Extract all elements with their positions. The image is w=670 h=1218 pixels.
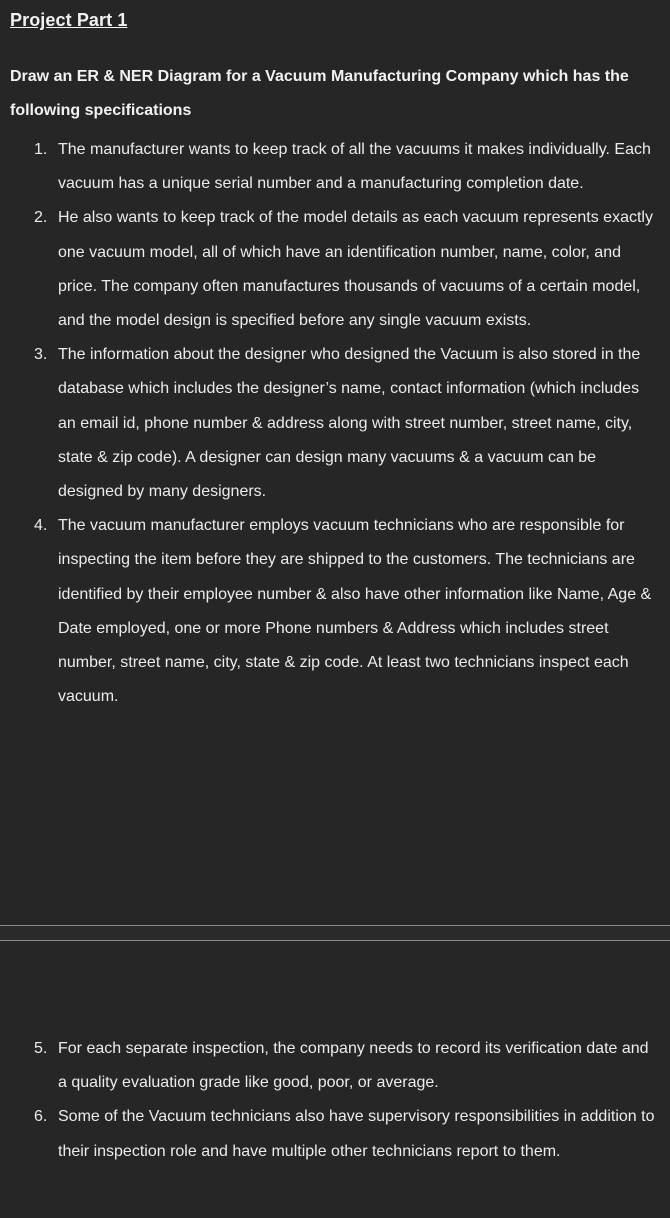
list-item-number: 1. xyxy=(34,141,48,158)
list-item-number: 5. xyxy=(34,1040,48,1057)
list-item-text: For each separate inspection, the company needs to record its verification date and a quality evaluation grade like good, poor, or average. xyxy=(58,1040,649,1092)
document-subtitle: Draw an ER & NER Diagram for a Vacuum Manufacturing Company which has the following specifications xyxy=(10,68,629,119)
list-item-text: The manufacturer wants to keep track of all the vacuums it makes individually. Each vacuum has a unique serial number and a manufacturing completion date. xyxy=(58,141,651,193)
list-item-number: 4. xyxy=(34,517,48,535)
list-item xyxy=(0,1032,670,1100)
requirements-list xyxy=(0,133,670,714)
list-item-text: He also wants to keep track of the model details as each vacuum represents exactly one vacuum model, all of which have an identification number, name, color, and price. The company often manufactures thousands of vacuums of a certain model, and the model design is specified before any single vacuum exists. xyxy=(58,209,653,330)
list-item xyxy=(0,201,670,338)
document-title: Project Part 1 xyxy=(10,10,128,30)
list-item-text: The information about the designer who designed the Vacuum is also stored in the database which includes the designer’s name, contact information (which includes an email id, phone number & address along with street number, street name, city, state & zip code). A designer can design many vacuums & a vacuum can be designed by many designers. xyxy=(58,346,641,501)
page-break-gap xyxy=(0,926,670,940)
list-item xyxy=(0,509,670,714)
list-item-number: 2. xyxy=(34,209,48,227)
requirements-list-continued xyxy=(0,1032,670,1169)
list-item xyxy=(0,338,670,509)
list-item-number: 3. xyxy=(34,346,48,364)
list-item xyxy=(0,1100,670,1168)
list-item xyxy=(0,133,670,201)
list-item-number: 6. xyxy=(34,1108,48,1126)
list-item-text: The vacuum manufacturer employs vacuum technicians who are responsible for inspecting the item before they are shipped to the customers. The technicians are identified by their employee number & also have other information like Name, Age & Date employed, one or more Phone numbers & Address which includes street number, street name, city, state & zip code. At least two technicians inspect each vacuum. xyxy=(58,517,652,706)
list-item-text: Some of the Vacuum technicians also have supervisory responsibilities in addition to their inspection role and have multiple other technicians report to them. xyxy=(58,1108,655,1160)
